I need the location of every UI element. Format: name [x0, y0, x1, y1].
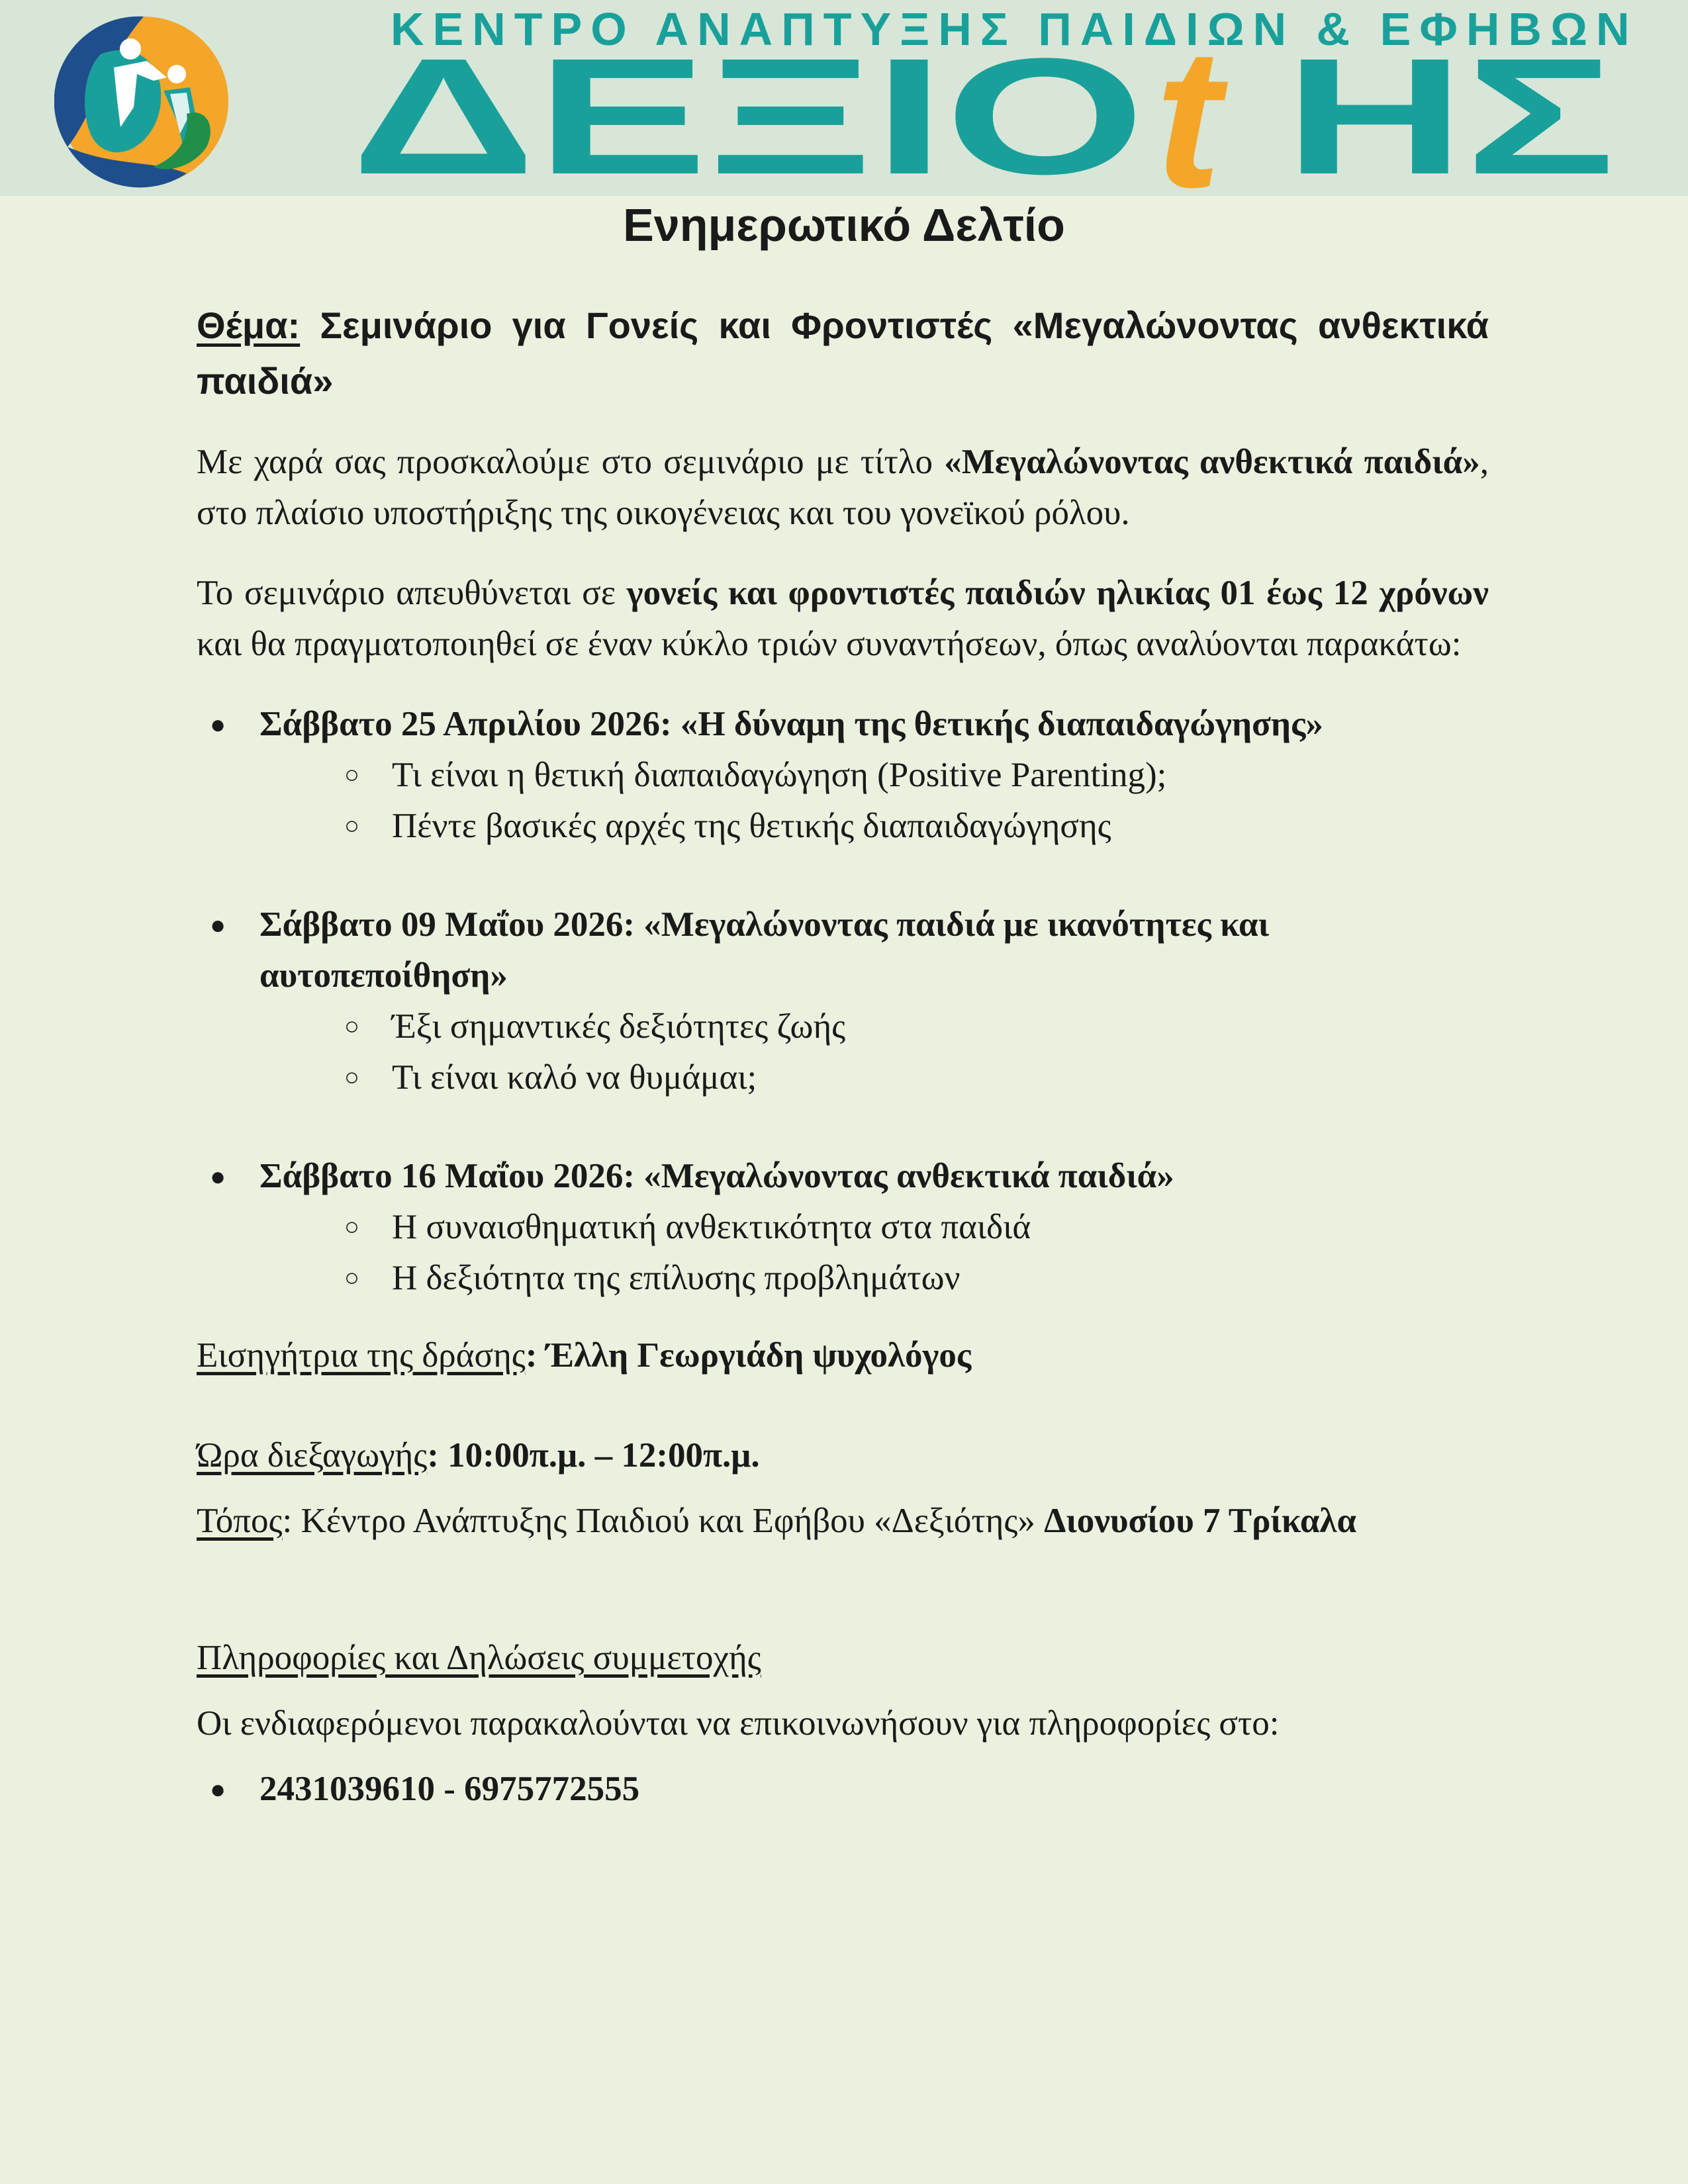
document-body: [197, 298, 1489, 1815]
session-item: [197, 699, 1489, 852]
session-topics: [259, 1202, 1489, 1304]
intro-paragraph-2: [197, 568, 1489, 670]
session-topic: ○ Έξι σημαντικές δεξιότητες ζωής: [392, 1001, 1489, 1052]
place-line: [197, 1496, 1489, 1547]
place-label: Τόπος: [197, 1502, 283, 1540]
place-address: Διονυσίου 7 Τρίκαλα: [1044, 1502, 1357, 1540]
phone-list: [197, 1764, 1489, 1815]
time-value: : 10:00π.μ. – 12:00π.μ.: [427, 1436, 760, 1475]
speaker-label: Εισηγήτρια της δράσης: [197, 1336, 526, 1375]
session-title: Σάββατο 16 Μαΐου 2026: «Μεγαλώνοντας ανθεκτικά παιδιά»: [259, 1157, 1174, 1195]
intro-paragraph-1: [197, 437, 1489, 539]
info-text: Οι ενδιαφερόμενοι παρακαλούνται να επικοινωνήσουν για πληροφορίες στο:: [197, 1704, 1280, 1743]
banner-name-part1: ΔΕΞΙΟ: [351, 54, 1145, 193]
banner-name-part2: ΗΣ: [1284, 54, 1615, 193]
session-topic: ○ Τι είναι καλό να θυμάμαι;: [392, 1052, 1489, 1103]
info-heading: [197, 1633, 1489, 1684]
session-title: Σάββατο 25 Απριλίου 2026: «Η δύναμη της θετικής διαπαιδαγώγησης»: [259, 705, 1323, 743]
place-text: : Κέντρο Ανάπτυξης Παιδιού και Εφήβου «Δεξιότης»: [282, 1502, 1045, 1540]
session-topic: ○ Πέντε βασικές αρχές της θετικής διαπαιδαγώγησης: [392, 801, 1489, 852]
banner-logo-name: [351, 54, 1622, 193]
intro-p2-text-end: και θα πραγματοποιηθεί σε έναν κύκλο τριών συναντήσεων, όπως αναλύονται παρακάτω:: [197, 625, 1462, 663]
time-line: [197, 1430, 1489, 1481]
session-topics: [259, 750, 1489, 852]
intro-p2-bold: γονείς και φροντιστές παιδιών ηλικίας 01 έως 12 χρόνων: [626, 574, 1489, 612]
session-item: [197, 899, 1489, 1103]
topic-line: [197, 298, 1489, 409]
banner-subtitle: ΚΕΝΤΡΟ ΑΝΑΠΤΥΞΗΣ ΠΑΙΔΙΩΝ & ΕΦΗΒΩΝ: [391, 3, 1638, 55]
session-item: [197, 1151, 1489, 1304]
header-banner: [0, 0, 1688, 196]
session-topic: ○ Η δεξιότητα της επίλυσης προβλημάτων: [392, 1253, 1489, 1304]
session-topic: ○ Η συναισθηματική ανθεκτικότητα στα παιδιά: [392, 1202, 1489, 1253]
info-heading-text: Πληροφορίες και Δηλώσεις συμμετοχής: [197, 1639, 761, 1677]
session-list: [197, 699, 1489, 1304]
intro-p1-text-end: , στο πλαίσιο υποστήριξης της οικογένειας και του γονεϊκού ρόλου.: [197, 443, 1489, 532]
speaker-line: [197, 1330, 1489, 1381]
time-label: Ώρα διεξαγωγής: [197, 1436, 428, 1475]
session-title: Σάββατο 09 Μαΐου 2026: «Μεγαλώνοντας παιδιά με ικανότητες και αυτοπεποίθηση»: [259, 905, 1270, 995]
session-topic: ○ Τι είναι η θετική διαπαιδαγώγηση (Positive Parenting);: [392, 750, 1489, 801]
topic-label: Θέμα:: [197, 304, 301, 346]
phone-numbers: ● 2431039610 - 6975772555: [197, 1764, 1489, 1815]
page-title: Ενημερωτικό Δελτίο: [623, 199, 1065, 251]
banner-name-t: t: [1155, 54, 1221, 193]
family-circle-logo: [54, 15, 233, 188]
speaker-value: : Έλλη Γεωργιάδη ψυχολόγος: [525, 1336, 972, 1375]
session-topics: [259, 1001, 1489, 1103]
intro-p1-bold: «Μεγαλώνοντας ανθεκτικά παιδιά»: [944, 443, 1480, 481]
intro-p1-text: Με χαρά σας προσκαλούμε στο σεμινάριο με τίτλο: [197, 443, 945, 481]
topic-text: Σεμινάριο για Γονείς και Φροντιστές «Μεγαλώνοντας ανθεκτικά παιδιά»: [197, 304, 1489, 402]
intro-p2-text: Το σεμινάριο απευθύνεται σε: [197, 574, 627, 612]
